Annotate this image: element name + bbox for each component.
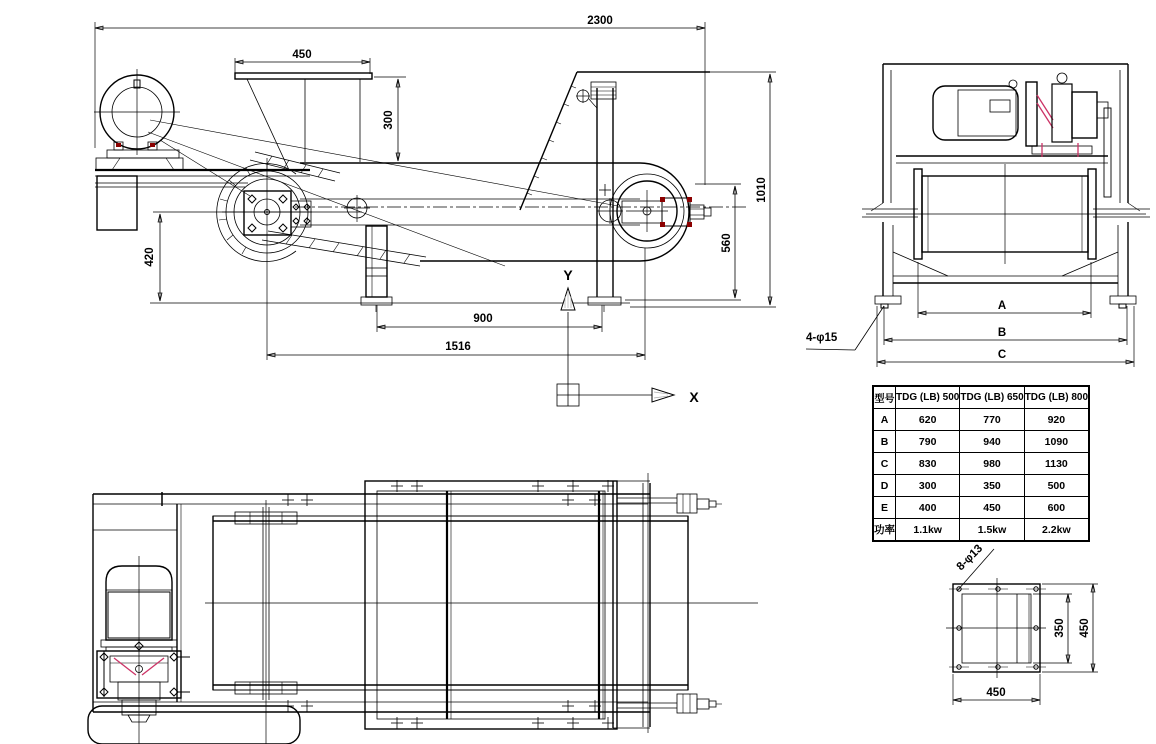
spec-cell: 600 [1024,497,1089,519]
spec-cell: 1.1kw [896,519,960,542]
adjusting-rod [1104,108,1111,197]
column-foot [588,297,621,305]
dim-overall-height [630,72,776,307]
spec-row-label: C [873,453,896,475]
head-support-column [366,82,621,312]
dim-text-2300: 2300 [587,15,613,27]
dim-a [918,262,1091,318]
x-axis-arrow [652,388,674,402]
cleat-band-upper [250,152,340,181]
spec-row-a [873,409,1089,431]
feed-hopper [235,73,372,170]
spec-row-label: D [873,475,896,497]
spec-cell: 770 [960,409,1024,431]
drive-motor-end [933,73,1111,197]
spec-cell: 1090 [1024,431,1089,453]
spec-row-label: A [873,409,896,431]
cleat-band-lower [262,231,426,266]
dim-base-span [267,158,645,360]
dim-feed-width [235,49,370,74]
dim-text-b: B [997,327,1007,339]
spec-cell: 500 [1024,475,1089,497]
dim-text-450-feed: 450 [292,49,312,61]
callout-text-4d15: 4-φ15 [806,332,838,344]
spec-row-label: 功率 [873,519,896,542]
right-foot [1110,296,1136,304]
drive-motor-side [94,69,180,155]
spec-col-tdg650: TDG (LB) 650 [960,386,1024,409]
dim-text-1010: 1010 [756,177,768,203]
head-shaft-top [617,494,722,513]
spec-col-tdg500: TDG (LB) 500 [896,386,960,409]
flange-detail-drawing [946,543,1098,705]
dim-text-450v: 450 [1079,618,1091,638]
spec-cell: 1.5kw [960,519,1024,542]
spec-col-model: 型号 [873,386,896,409]
dim-flange-width [953,674,1040,705]
spec-cell: 830 [896,453,960,475]
incline-strut [520,72,577,210]
tail-leg [97,176,137,230]
dim-text-c: C [997,349,1007,361]
spec-cell: 2.2kw [1024,519,1089,542]
dim-flange-outer [1042,584,1098,672]
dim-feed-height [310,77,406,163]
head-shaft-bottom [617,694,722,713]
spec-row-label: B [873,431,896,453]
mid-support-leg [361,226,392,312]
dim-text-350: 350 [1054,618,1066,638]
callout-text-8d13: 8-φ13 [954,542,986,574]
dim-text-300: 300 [383,110,395,130]
spec-cell: 450 [960,497,1024,519]
spec-cell: 790 [896,431,960,453]
spec-cell: 980 [960,453,1024,475]
spec-cell: 300 [896,475,960,497]
side-view-drawing [94,15,776,406]
spec-cell: 620 [896,409,960,431]
dim-text-900: 900 [473,313,493,325]
spec-row-c [873,453,1089,475]
top-view-drawing [88,473,758,744]
suspended-frame [365,481,617,729]
left-foot [875,296,901,304]
dim-text-560: 560 [721,233,733,253]
dim-text-450h: 450 [986,687,1006,699]
spec-cell: 920 [1024,409,1089,431]
end-view-drawing [806,64,1150,367]
ucs-axis-icon [557,267,699,406]
dim-text-420: 420 [144,247,156,267]
spec-row-power [873,519,1089,542]
spec-cell: 400 [896,497,960,519]
spec-cell: 350 [960,475,1024,497]
head-drum [597,174,711,248]
spec-cell: 1130 [1024,453,1089,475]
dim-flange-inner [1033,594,1072,663]
spec-row-d [873,475,1089,497]
axis-label-y: Y [563,267,573,283]
spec-table [872,385,1089,542]
spec-table-header-row [873,386,1089,409]
spec-row-e [873,497,1089,519]
hole-callout-4xd15 [806,306,884,350]
spec-row-b [873,431,1089,453]
dim-text-1516: 1516 [445,341,471,353]
spec-col-tdg800: TDG (LB) 800 [1024,386,1089,409]
spec-row-label: E [873,497,896,519]
axis-label-x: X [689,389,699,405]
dim-text-a: A [997,300,1007,312]
spec-cell: 940 [960,431,1024,453]
